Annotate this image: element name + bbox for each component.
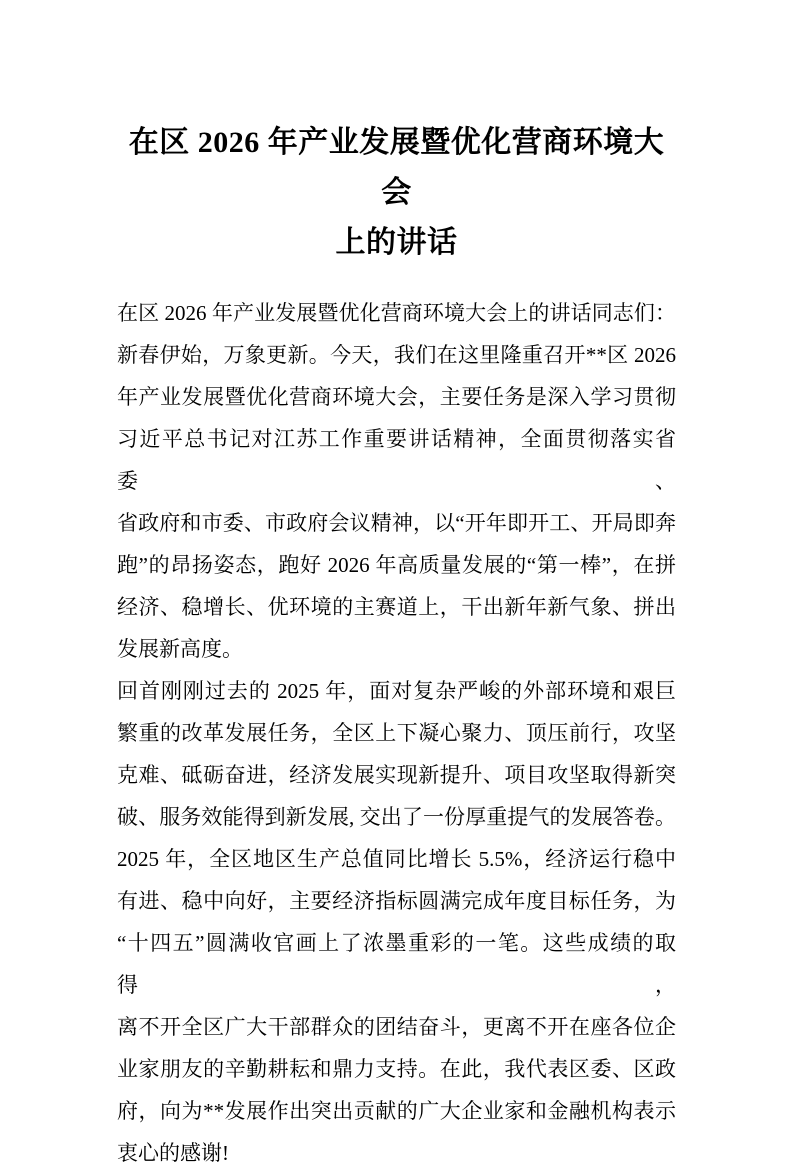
text-line: 2025 年，全区地区生产总值同比增长 5.5%，经济运行稳中 (117, 847, 676, 871)
document-title-line-1: 在区 2026 年产业发展暨优化营商环境大会 (128, 126, 665, 209)
text-line: 破、服务效能得到新发展, 交出了一份厚重提气的发展答卷。 (117, 805, 676, 829)
text-line: 年产业发展暨优化营商环境大会，主要任务是深入学习贯彻 (117, 385, 676, 409)
text-line: 府，向为**发展作出突出贡献的广大企业家和金融机构表示 (117, 1099, 676, 1123)
paragraph-2 (117, 670, 676, 1174)
text-line: 习近平总书记对江苏工作重要讲话精神，全面贯彻落实省委、 (117, 427, 676, 493)
text-line: 繁重的改革发展任务，全区上下凝心聚力、顶压前行，攻坚 (117, 721, 676, 745)
text-line: 在区 2026 年产业发展暨优化营商环境大会上的讲话同志们： (117, 301, 676, 325)
text-line: 跑”的昂扬姿态，跑好 2026 年高质量发展的“第一棒”，在拼 (117, 553, 676, 577)
paragraph-1 (117, 292, 676, 670)
text-line: 业家朋友的辛勤耕耘和鼎力支持。在此，我代表区委、区政 (117, 1057, 676, 1081)
text-line: 发展新高度。 (117, 637, 243, 661)
text-line: 衷心的感谢! (117, 1141, 229, 1165)
text-line: 回首刚刚过去的 2025 年，面对复杂严峻的外部环境和艰巨 (117, 679, 676, 703)
text-line: 经济、稳增长、优环境的主赛道上，干出新年新气象、拼出 (117, 595, 676, 619)
text-line: 克难、砥砺奋进，经济发展实现新提升、项目攻坚取得新突 (117, 763, 676, 787)
text-line: 新春伊始，万象更新。今天，我们在这里隆重召开**区 2026 (117, 343, 676, 367)
text-line: 省政府和市委、市政府会议精神，以“开年即开工、开局即奔 (117, 511, 676, 535)
text-line: 离不开全区广大干部群众的团结奋斗，更离不开在座各位企 (117, 1015, 676, 1039)
text-line: “十四五”圆满收官画上了浓墨重彩的一笔。这些成绩的取得， (117, 931, 676, 997)
document-title (117, 118, 676, 268)
text-line: 有进、稳中向好，主要经济指标圆满完成年度目标任务，为 (117, 889, 676, 913)
document-body (117, 292, 676, 1174)
document-title-line-2: 上的讲话 (335, 226, 458, 259)
